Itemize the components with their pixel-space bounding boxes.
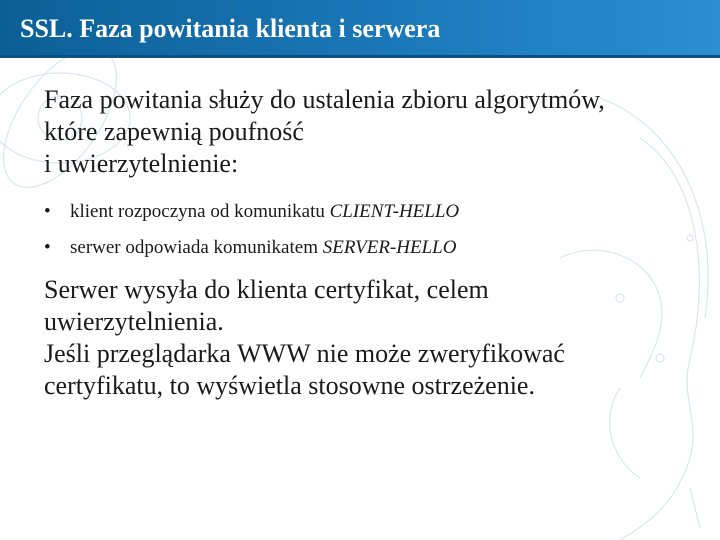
list-item <box>44 230 684 266</box>
title-bar <box>0 0 720 58</box>
para3-line-1: Jeśli przeglądarka WWW nie może zweryfikować <box>44 339 565 368</box>
certificate-paragraph <box>44 274 684 402</box>
bullet-text: serwer odpowiada komunikatem <box>70 237 323 258</box>
para3-line-2: certyfikatu, to wyświetla stosowne ostrzeżenie. <box>44 371 535 400</box>
slide-title: SSL. Faza powitania klienta i serwera <box>20 14 441 43</box>
bullet-icon: • <box>44 201 51 222</box>
list-item <box>44 194 684 230</box>
bullet-icon: • <box>44 237 51 258</box>
intro-line-3: i uwierzytelnienie: <box>44 149 239 178</box>
intro-line-1: Faza powitania służy do ustalenia zbioru algorytmów, <box>44 85 605 114</box>
slide-body <box>44 84 684 402</box>
bullet-list <box>44 194 684 266</box>
para2-line-2: uwierzytelnienia. <box>44 307 224 336</box>
para2-line-1: Serwer wysyła do klienta certyfikat, celem <box>44 275 489 304</box>
bullet-emphasis: SERVER-HELLO <box>322 237 457 258</box>
bullet-text: klient rozpoczyna od komunikatu <box>70 201 330 222</box>
intro-paragraph <box>44 84 684 180</box>
bullet-emphasis: CLIENT-HELLO <box>329 201 460 222</box>
intro-line-2: które zapewnią poufność <box>44 117 304 146</box>
